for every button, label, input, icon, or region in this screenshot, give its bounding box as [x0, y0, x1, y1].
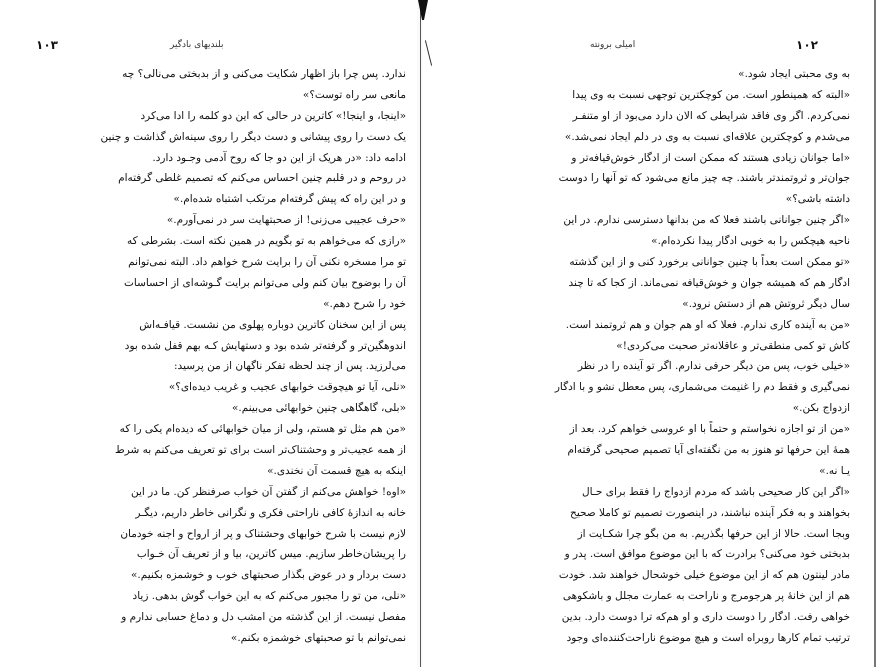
- text-line: «من به آینده کاری ندارم. فعلا که او هم جوان و هم ثروتمند است.: [565, 318, 850, 331]
- text-line: ادگار هم که همیشه جوان و خوش‌قیافه نمی‌ماند. از کجا که تا چند: [568, 276, 850, 289]
- text-line: ناحیه هیچکس را به خوبی ادگار پیدا نکرده‌ام.»: [651, 235, 850, 248]
- text-line: «اینجا، و اینجا!» کاترین در حالی که این دو کلمه را ادا می‌کرد: [140, 109, 406, 122]
- text-line: می‌لرزید. پس از چند لحظه تفکر ناگهان از من پرسید:: [174, 360, 406, 373]
- text-line: را پریشان‌خاطر سازیم. میس کاترین، بیا و از تعریف آن خـواب: [136, 548, 406, 561]
- text-line: جوان‌تر و ثروتمندتر باشند. چه چیز مانع می‌شود که تو آنها را دوست: [558, 172, 850, 185]
- text-line: در روحم و در قلبم چنین احساس می‌کنم که تصمیم غلطی گرفته‌ام: [118, 172, 406, 185]
- text-line: مفصل نیست. از این گذشته من امشب دل و دماغ حسابی ندارم و: [121, 611, 406, 624]
- text-line: خانه به اندازهٔ کافی ناراحتی فکری و نگرانی خاطر داریم، دیگـر: [135, 506, 406, 519]
- text-line: می‌شدم و کوچکترین علاقه‌ای نسبت به وی در دلم ایجاد نمی‌شد.»: [564, 130, 850, 143]
- text-line: لازم نیست با شرح خوابهای وحشتناک و پر از ارواح و اجنه خودمان: [120, 527, 406, 540]
- text-line: بخواهند و به فکر آینده نباشند، در اینصورت تصمیم تو کاملا صحیح: [570, 506, 850, 519]
- text-line: خود را شرح دهم.»: [323, 297, 406, 310]
- text-line: «من از تو اجازه نخواستم و حتماً با او عروسی خواهم کرد. بعد از: [569, 423, 850, 436]
- text-line: «حرف عجیبی می‌زنی! از صحبتهایت سر در نمی‌آورم.»: [166, 214, 406, 227]
- text-line: پس از این سخنان کاترین دوباره پهلوی من نشست. قیافـه‌اش: [139, 318, 406, 331]
- text-line: آن را بوضوح بیان کنم ولی می‌توانم برایت گـوشه‌ای از احساسات: [124, 276, 406, 289]
- text-line: اینکه به هیچ قسمت آن نخندی.»: [267, 464, 406, 477]
- text-line: «اوه! خواهش می‌کنم از گفتن آن خواب صرفنظر کن. ما در این: [131, 485, 406, 498]
- right-running-title: امیلی برونته: [590, 40, 636, 50]
- right-page-number: ۱۰۲: [796, 38, 818, 52]
- text-line: نمی‌توانم با تو صحبتهای خوشمزه بکنم.»: [230, 632, 406, 645]
- text-line: مادر لینتون هم که از این موضوع خیلی خوشحال خواهند شد. خودت: [558, 569, 850, 582]
- text-line: وبجا است. حالا از این حرفها بگذریم. به من بگو چرا شکـایت از: [577, 527, 850, 540]
- text-line: «نلی، آیا تو هیچوقت خوابهای عجیب و غریب دیده‌ای؟»: [168, 381, 406, 394]
- left-running-title: بلندیهای بادگیر: [170, 40, 224, 50]
- text-line: ندارد. پس چرا باز اظهار شکایت می‌کنی و از بدبختی می‌نالی؟ چه: [122, 68, 406, 80]
- text-line: تو مرا مسخره نکنی آن را برایت شرح خواهم داد. البته نمی‌توانم: [128, 256, 406, 269]
- text-line: «من هم مثل تو هستم، ولی از میان خوابهائی که دیده‌ام یکی را که: [119, 423, 406, 436]
- text-line: نمی‌گیری و فقط دم را غنیمت می‌شماری، پس معطل نشو و با ادگار: [554, 381, 850, 394]
- text-line: یـا نه.»: [819, 464, 850, 477]
- text-line: خواهی رفت. ادگار را دوست داری و او هم‌که ترا دوست دارد. بدین: [561, 611, 850, 624]
- text-line: «بلی، گاهگاهی چنین خوابهائی می‌بینم.»: [231, 402, 406, 415]
- text-line: بدبختی خود می‌کنی؟ برادرت که با این موضوع موافق است. پدر و: [564, 548, 850, 561]
- text-line: دست بردار و در عوض بگذار صحبتهای خوب و خوشمزه بکنیم.»: [130, 569, 406, 582]
- text-line: ترتیب تمام کارها روبراه است و هیچ موضوع ناراحت‌کننده‌ای وجود: [566, 632, 850, 645]
- right-page-body: [452, 64, 850, 649]
- text-line: اندوهگین‌تر و گرفته‌تر شده بود و دستهایش کـه بهم قفل شده بود: [124, 339, 406, 352]
- text-line: «خیلی خوب، پس من دیگر حرفی ندارم. اگر تو آینده را در نظر: [577, 360, 850, 373]
- text-line: یک دست را روی پیشانی و دست دیگر را روی سینه‌اش گذاشت و چنین: [100, 130, 406, 143]
- page-edge: [874, 0, 876, 667]
- text-line: کاش تو کمی منطقی‌تر و عاقلانه‌تر صحبت می‌کردی!»: [616, 339, 850, 352]
- text-line: «اگر چنین جوانانی باشند فعلا که من بدانها دسترسی ندارم. در این: [563, 214, 850, 227]
- text-line: «نلی، من تو را مجبور می‌کنم که به این خواب گوش بدهی. زیاد: [132, 590, 406, 603]
- text-line: «اما جوانان زیادی هستند که ممکن است از ادگار خوش‌قیافه‌تر و: [571, 151, 850, 164]
- text-line: «اگر این کار صحیحی باشد که مردم ازدواج را فقط برای حـال: [582, 485, 850, 498]
- text-line: ادامه داد: «در هریک از این دو جا که روح آدمی وجـود دارد.: [152, 151, 406, 164]
- text-line: از همه عجیب‌تر و وحشتناک‌تر است برای تو تعریف می‌کنم به شرط: [114, 444, 406, 457]
- text-line: هم از این خانهٔ پر هرجومرج و ناراحت به عمارت مجلل و باشکوهی: [562, 590, 850, 603]
- text-line: داشته باشی؟»: [785, 193, 850, 206]
- text-line: همهٔ این حرفها تو هنوز به من نگفته‌ای آیا تصمیم صحیحی گرفته‌ام: [567, 444, 850, 457]
- text-line: مانعی سر راه توست؟»: [302, 88, 406, 101]
- text-line: «تو ممکن است بعداً با چنین جوانانی برخورد کنی و از این گذشته: [569, 256, 850, 269]
- text-line: «البته که همینطور است. من کوچکترین توجهی نسبت به وی پیدا: [572, 88, 850, 101]
- text-line: «رازی که می‌خواهم به تو بگویم در همین نکته است. بشرطی که: [127, 235, 406, 248]
- text-line: ازدواج بکن.»: [792, 402, 850, 415]
- text-line: و در این راه که پیش گرفته‌ام مرتکب اشتباه شده‌ام.»: [173, 193, 406, 206]
- text-line: به وی محبتی ایجاد شود.»: [738, 68, 850, 80]
- left-page-number: ۱۰۳: [36, 38, 58, 52]
- text-line: نمی‌کردم. اگر وی فاقد شرایطی که الان دارد می‌بود از او متنفـر: [572, 109, 850, 122]
- text-line: سال دیگر ثروتش هم از دستش نرود.»: [682, 297, 850, 310]
